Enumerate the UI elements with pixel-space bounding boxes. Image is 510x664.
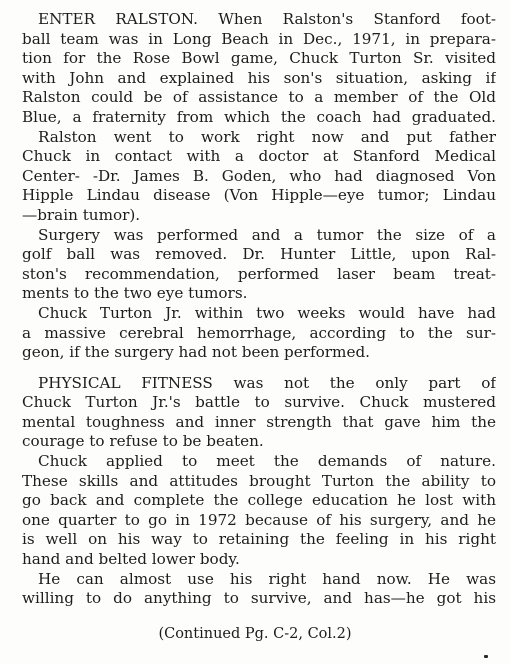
article-line: ston's recommendation, performed laser beam treat- (22, 264, 496, 283)
article-paragraph (22, 10, 496, 128)
article-line: is well on his way to retaining the feeling in his right (22, 530, 496, 549)
article-paragraph (22, 304, 496, 363)
article-line: Center- -Dr. James B. Goden, who had diagnosed Von (22, 166, 496, 185)
article-paragraph (22, 570, 496, 609)
article-paragraph (22, 128, 496, 226)
article-line: tion for the Rose Bowl game, Chuck Turton Sr. visited (22, 49, 496, 68)
article-line: hand and belted lower body. (22, 550, 240, 569)
article-column (22, 10, 496, 609)
article-line: Chuck Turton Jr.'s battle to survive. Chuck mustered (22, 393, 496, 412)
article-line: willing to do anything to survive, and has—he got his (22, 589, 496, 608)
continued-notice: (Continued Pg. C-2, Col.2) (158, 626, 352, 642)
article-line: go back and complete the college education he lost with (22, 491, 496, 510)
article-line: PHYSICAL FITNESS was not the only part of (38, 373, 496, 392)
article-line: He can almost use his right hand now. He was (38, 569, 496, 588)
article-line: Chuck applied to meet the demands of nature. (38, 452, 496, 471)
article-paragraph (22, 226, 496, 304)
article-line: Ralston went to work right now and put father (38, 127, 496, 146)
article-line: a massive cerebral hemorrhage, according to the sur- (22, 323, 496, 342)
article-line: with John and explained his son's situation, asking if (22, 68, 496, 87)
article-line: courage to refuse to be beaten. (22, 432, 264, 451)
article-line: mental toughness and inner strength that gave him the (22, 412, 496, 431)
article-line: ments to the two eye tumors. (22, 284, 248, 303)
article-line: golf ball was removed. Dr. Hunter Little, upon Ral- (22, 245, 496, 264)
article-line: Surgery was performed and a tumor the size of a (38, 225, 496, 244)
article-line: geon, if the surgery had not been performed. (22, 343, 370, 362)
article-line: These skills and attitudes brought Turton the ability to (22, 471, 496, 490)
article-paragraph (22, 374, 496, 452)
article-line: Chuck in contact with a doctor at Stanford Medical (22, 147, 496, 166)
article-line: Blue, a fraternity from which the coach had graduated. (22, 107, 496, 126)
print-speck (484, 655, 488, 658)
article-line: Ralston could be of assistance to a member of the Old (22, 88, 496, 107)
article-line: ball team was in Long Beach in Dec., 1971, in prepara- (22, 29, 496, 48)
section-gap (22, 363, 496, 374)
article-line: Chuck Turton Jr. within two weeks would have had (38, 303, 496, 322)
article-line: Hipple Lindau disease (Von Hipple—eye tumor; Lindau (22, 186, 496, 205)
article-line: ENTER RALSTON. When Ralston's Stanford foot- (38, 10, 496, 28)
article-line: one quarter to go in 1972 because of his surgery, and he (22, 510, 496, 529)
article-line: —brain tumor). (22, 205, 141, 224)
article-paragraph (22, 452, 496, 570)
